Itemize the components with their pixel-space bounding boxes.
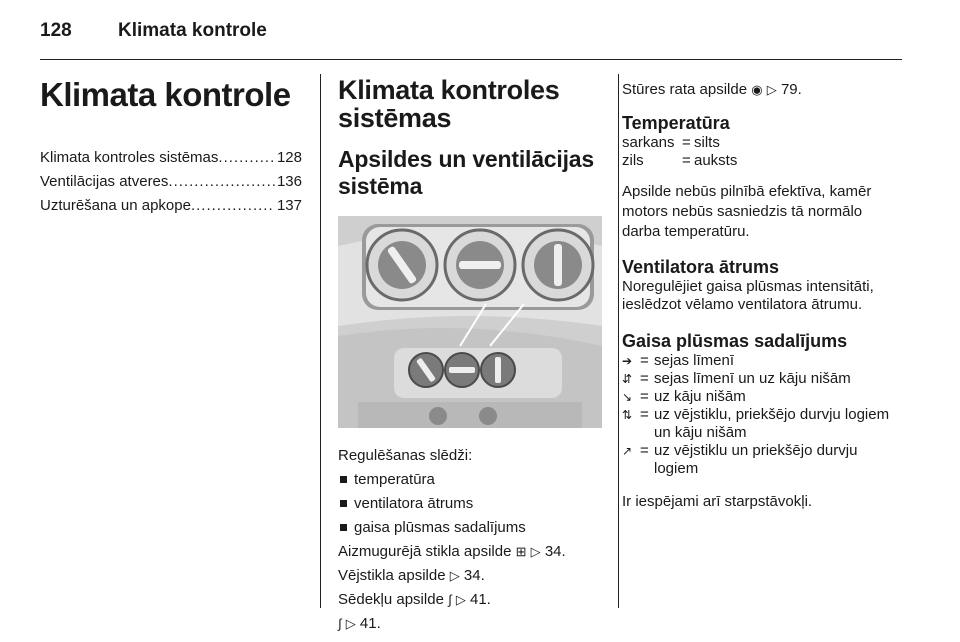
controls-intro: Regulēšanas slēdži:: [338, 447, 473, 464]
cross-reference[interactable]: [622, 80, 904, 100]
temperature-note: Apsilde nebūs pilnībā efektīva, kamēr motors nebūs sasniedzis tā normālo darba temperatūru.: [622, 183, 872, 240]
header-divider: [40, 59, 902, 60]
equals-sign: =: [640, 352, 649, 369]
definition-term: sarkans: [622, 134, 675, 151]
definition-row: [622, 152, 904, 170]
equals-sign: =: [640, 388, 649, 405]
distribution-row: [622, 370, 904, 388]
definition-value: silts: [694, 134, 720, 151]
distribution-text: uz vējstiklu, priekšējo durvju logiem un kāju nišām: [654, 406, 890, 441]
list-item-text: ventilatora ātrums: [354, 495, 474, 512]
equals-sign: =: [640, 406, 649, 423]
equals-sign: =: [640, 442, 649, 459]
bullet-icon: [340, 500, 347, 507]
list-item: [338, 494, 606, 514]
distribution-row: [622, 388, 904, 406]
toc-entry-text: Klimata kontroles sistēmas: [40, 149, 219, 166]
toc-entry-text: Ventilācijas atveres: [40, 173, 169, 190]
page-reference-icon: ▷: [455, 592, 466, 607]
cross-reference[interactable]: [338, 614, 606, 634]
windscreen-feet-icon: ⇅: [622, 408, 633, 422]
toc-entry-text: Uzturēšana un apkope: [40, 197, 191, 214]
reference-text: Stūres rata apsilde: [622, 81, 748, 98]
toc-entry-page: 137: [276, 197, 302, 214]
reference-text: Aizmugurējā stikla apsilde: [338, 543, 512, 560]
equals-sign: =: [682, 134, 691, 151]
toc-entry[interactable]: [40, 170, 302, 194]
face-level-icon: ➔: [622, 354, 633, 368]
toc-leader: [191, 194, 275, 218]
details-column: [622, 76, 904, 512]
running-header: Klimata kontrole: [118, 20, 267, 41]
bullet-icon: [340, 476, 347, 483]
fan-speed-text: Noregulējiet gaisa plūsmas intensitāti, ieslēdzot vēlamo ventilatora ātrumu.: [622, 278, 874, 313]
page-reference-icon: ▷: [530, 544, 541, 559]
face-and-feet-icon: ⇵: [622, 372, 633, 386]
reference-page: 41.: [470, 591, 491, 608]
toc-leader: [218, 146, 275, 170]
page-reference-icon: ▷: [766, 82, 777, 97]
feet-icon: ↘: [622, 390, 633, 404]
toc-entry-page: 128: [276, 149, 302, 166]
definition-value: auksts: [694, 152, 738, 169]
intermediate-positions-note: Ir iespējami arī starpstāvokļi.: [622, 493, 813, 510]
page-reference-icon: ▷: [345, 616, 356, 631]
cross-reference[interactable]: [338, 566, 606, 586]
distribution-row: [622, 406, 904, 442]
chapter-title: Klimata kontrole: [40, 76, 291, 113]
distribution-row: [622, 442, 904, 478]
reference-page: 79.: [780, 81, 802, 98]
equals-sign: =: [640, 370, 649, 387]
seat-heating-icon: ∫: [338, 616, 342, 631]
page-number: 128: [40, 20, 72, 41]
list-item-text: gaisa plūsmas sadalījums: [354, 519, 526, 536]
reference-page: 34.: [463, 567, 485, 584]
rear-window-heating-icon: ⊞: [515, 544, 527, 559]
fan-speed-heading: Ventilatora ātrums: [622, 257, 780, 277]
air-distribution-heading: Gaisa plūsmas sadalījums: [622, 331, 848, 351]
equals-sign: =: [682, 152, 691, 169]
cross-reference[interactable]: [338, 542, 606, 562]
cross-reference[interactable]: [338, 590, 606, 610]
distribution-text: uz vējstiklu un priekšējo durvju logiem: [654, 442, 858, 477]
distribution-text: sejas līmenī: [654, 352, 735, 369]
distribution-row: [622, 352, 904, 370]
temperature-heading: Temperatūra: [622, 113, 730, 133]
list-item: [338, 518, 606, 538]
chapter-column: [40, 76, 302, 218]
list-item: [338, 470, 606, 490]
reference-page: 41.: [359, 615, 381, 632]
definition-row: [622, 134, 904, 152]
definition-term: zils: [622, 152, 644, 169]
toc-entry[interactable]: [40, 194, 302, 218]
column-divider: [320, 74, 321, 608]
distribution-text: sejas līmenī un uz kāju nišām: [654, 370, 851, 387]
section-title: Klimata kontroles sistēmas: [338, 75, 560, 133]
toc-entry-page: 136: [276, 173, 302, 190]
seat-heating-icon: ∫: [448, 592, 452, 607]
page-reference-icon: ▷: [449, 568, 460, 583]
reference-page: 34.: [544, 543, 566, 560]
steering-wheel-heating-icon: ◉: [751, 82, 763, 97]
list-item-text: temperatūra: [354, 471, 435, 488]
windscreen-icon: ↗: [622, 444, 633, 458]
toc-entry[interactable]: [40, 146, 302, 170]
climate-control-illustration: [338, 216, 602, 428]
reference-text: Sēdekļu apsilde: [338, 591, 444, 608]
table-of-contents: [40, 146, 302, 218]
subsection-title: Apsildes un ventilācijas sistēma: [338, 146, 594, 199]
bullet-icon: [340, 524, 347, 531]
section-column: [338, 76, 606, 634]
reference-text: Vējstikla apsilde: [338, 567, 446, 584]
distribution-text: uz kāju nišām: [654, 388, 746, 405]
column-divider: [618, 74, 619, 608]
toc-leader: [168, 170, 275, 194]
